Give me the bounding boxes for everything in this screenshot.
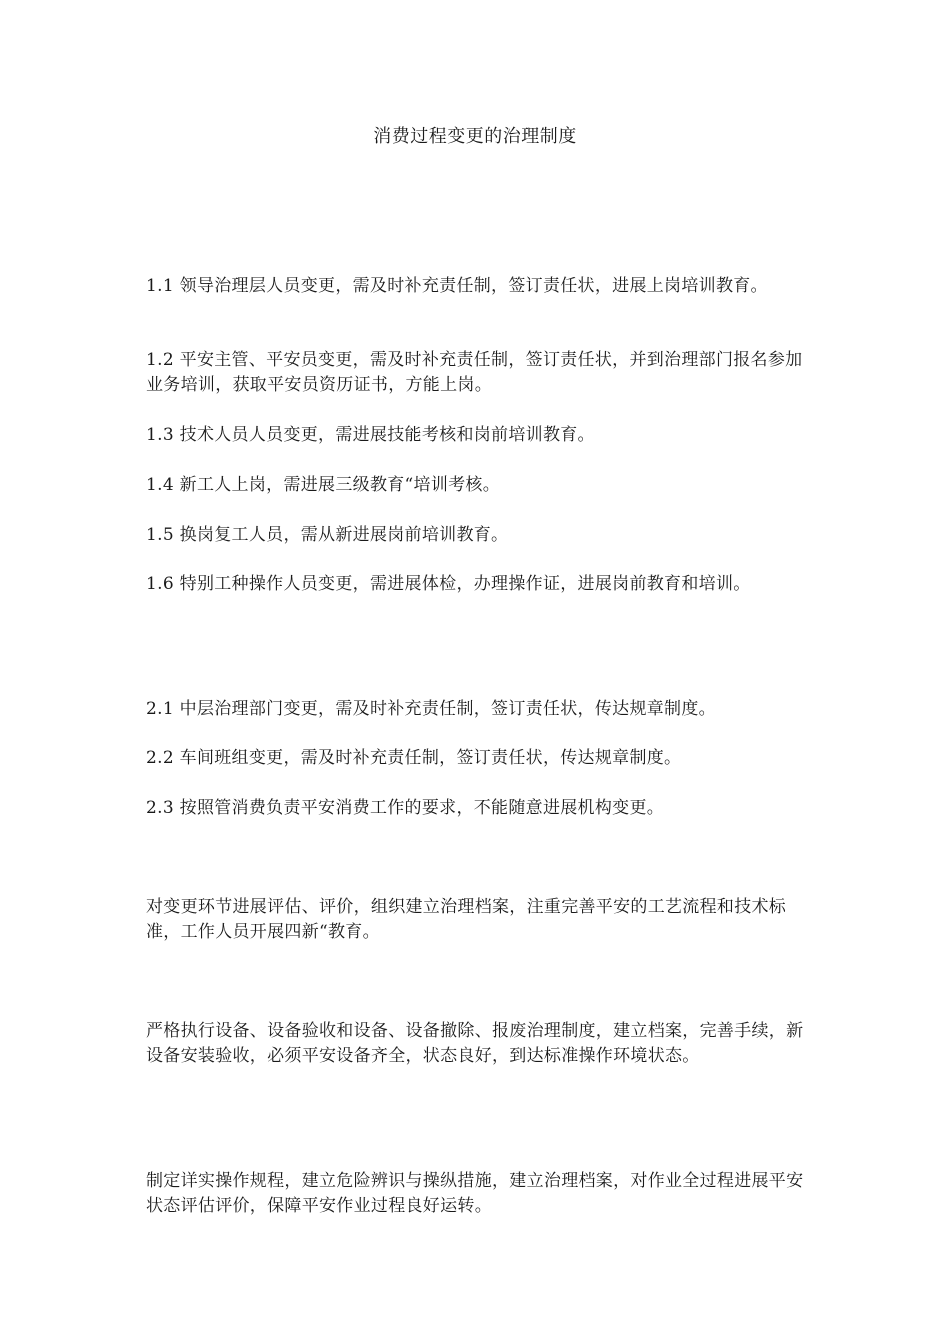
paragraph-2-3: 2.3 按照管消费负责平安消费工作的要求，不能随意进展机构变更。 bbox=[146, 798, 665, 818]
paragraph-1-4: 1.4 新工人上岗，需进展三级教育“培训考核。 bbox=[146, 475, 501, 495]
paragraph-operation: 制定详实操作规程，建立危险辨识与操纵措施，建立治理档案，对作业全过程进展平安状态评估评价，保障平安作业过程良好运转。 bbox=[146, 1171, 804, 1216]
paragraph-2-1: 2.1 中层治理部门变更，需及时补充责任制，签订责任状，传达规章制度。 bbox=[146, 699, 716, 719]
paragraph-2-2: 2.2 车间班组变更，需及时补充责任制，签订责任状，传达规章制度。 bbox=[146, 748, 682, 768]
paragraph-1-5: 1.5 换岗复工人员，需从新进展岗前培训教育。 bbox=[146, 525, 509, 545]
paragraph-1-1: 1.1 领导治理层人员变更，需及时补充责任制，签订责任状，进展上岗培训教育。 bbox=[146, 276, 768, 296]
paragraph-equipment: 严格执行设备、设备验收和设备、设备撤除、报废治理制度，建立档案，完善手续，新设备安装验收，必须平安设备齐全，状态良好，到达标准操作环境状态。 bbox=[146, 1021, 804, 1066]
paragraph-1-2: 1.2 平安主管、平安员变更，需及时补充责任制，签订责任状，并到治理部门报名参加业务培训，获取平安员资历证书，方能上岗。 bbox=[146, 350, 803, 395]
paragraph-1-6: 1.6 特别工种操作人员变更，需进展体检，办理操作证，进展岗前教育和培训。 bbox=[146, 574, 751, 594]
paragraph-1-3: 1.3 技术人员人员变更，需进展技能考核和岗前培训教育。 bbox=[146, 425, 595, 445]
paragraph-evaluation: 对变更环节进展评估、评价，组织建立治理档案，注重完善平安的工艺流程和技术标准，工作人员开展四新“教育。 bbox=[146, 897, 787, 942]
document-title: 消费过程变更的治理制度 bbox=[373, 126, 577, 147]
